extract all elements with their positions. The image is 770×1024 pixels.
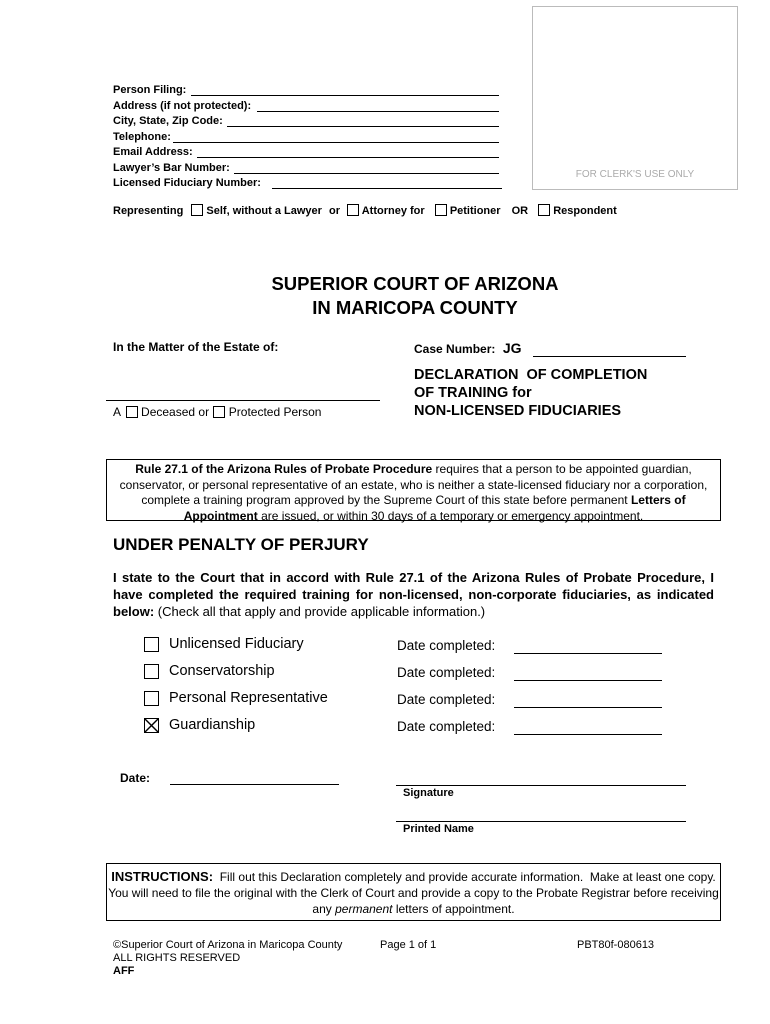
email-label: Email Address: xyxy=(113,146,193,158)
instructions-heading: INSTRUCTIONS: xyxy=(111,869,214,884)
conservatorship-checkbox[interactable] xyxy=(144,664,159,679)
respondent-checkbox[interactable] xyxy=(538,204,550,216)
filer-info xyxy=(113,83,503,193)
attorney-label: Attorney for xyxy=(361,205,425,217)
telephone-field[interactable] xyxy=(173,142,499,143)
rule-reference: Rule 27.1 of the Arizona Rules of Probate Procedure xyxy=(135,462,433,476)
signature-field[interactable] xyxy=(396,785,686,786)
telephone-label: Telephone: xyxy=(113,130,171,143)
representing-row xyxy=(113,204,617,217)
clerk-use-box xyxy=(532,6,738,190)
unlicensed-fiduciary-checkbox[interactable] xyxy=(144,637,159,652)
date-label: Date: xyxy=(120,771,151,785)
declaration-line-2: OF TRAINING for xyxy=(414,385,532,401)
date-field[interactable] xyxy=(170,784,339,785)
bar-number-label: Lawyer’s Bar Number: xyxy=(113,161,230,174)
instructions-box xyxy=(106,863,721,921)
footer-copyright: ©Superior Court of Arizona in Maricopa County xyxy=(113,939,343,951)
declaration-line-3: NON-LICENSED FIDUCIARIES xyxy=(414,403,622,419)
guardianship-label: Guardianship xyxy=(169,717,256,733)
petitioner-label: Petitioner xyxy=(449,205,501,217)
unlicensed-date-label: Date completed: xyxy=(397,638,496,653)
estate-name-field[interactable] xyxy=(106,400,380,401)
case-number-label: Case Number: xyxy=(414,342,496,356)
case-number-prefix: JG xyxy=(502,340,522,356)
instructions-text-2: letters of appointment. xyxy=(392,902,515,916)
statement xyxy=(113,569,714,620)
or-text-2: OR xyxy=(511,205,529,217)
person-filing-label: Person Filing: xyxy=(113,84,187,96)
printed-name-field[interactable] xyxy=(396,821,686,822)
fiduciary-number-field[interactable] xyxy=(272,188,502,189)
representing-label: Representing xyxy=(113,205,184,217)
conservatorship-date-label: Date completed: xyxy=(397,665,496,680)
unlicensed-fiduciary-label: Unlicensed Fiduciary xyxy=(169,636,304,652)
clerk-use-label: FOR CLERK'S USE ONLY xyxy=(575,169,695,180)
email-field[interactable] xyxy=(197,157,499,158)
letters-of-appointment: Letters of Appointment xyxy=(183,493,686,523)
guardianship-date-label: Date completed: xyxy=(397,719,496,734)
petitioner-checkbox[interactable] xyxy=(435,204,447,216)
deceased-checkbox[interactable] xyxy=(126,406,138,418)
instructions-text-1: Fill out this Declaration completely and provide accurate information. Make at least one copy. You will need to file the original with the Clerk of Court and provide a copy to the Probate Registrar before receiving any xyxy=(108,870,723,916)
footer-left xyxy=(113,939,342,978)
statement-bold: I state to the Court that in accord with Rule 27.1 of the Arizona Rules of Probate Procedure, I have completed the required training for non-licensed, non-corporate fiduciaries, as indicated below: xyxy=(113,570,714,619)
footer-code: AFF xyxy=(113,965,135,977)
city-label: City, State, Zip Code: xyxy=(113,115,223,127)
or-text: or xyxy=(329,205,341,217)
personal-representative-label: Personal Representative xyxy=(169,690,328,706)
protected-label: Protected Person xyxy=(228,405,322,419)
respondent-label: Respondent xyxy=(553,205,617,217)
signature-label: Signature xyxy=(403,787,454,799)
rule-text-1: requires that a person to be appointed guardian, conservator, or personal representative of an estate, who is neither a state-licensed fiduciary nor a corporation, complete a training program approved by the Supreme Court of this state before permanent xyxy=(119,462,708,508)
checkmark-x-icon xyxy=(145,719,158,732)
declaration-title xyxy=(414,366,647,420)
personal-representative-date-field[interactable] xyxy=(514,707,662,708)
declaration-line-1: DECLARATION OF COMPLETION xyxy=(414,367,648,383)
footer-page: Page 1 of 1 xyxy=(380,939,437,951)
court-line-2: IN MARICOPA COUNTY xyxy=(312,297,518,318)
self-checkbox[interactable] xyxy=(191,204,203,216)
estate-label: In the Matter of the Estate of: xyxy=(113,340,279,354)
city-field[interactable] xyxy=(227,126,499,127)
protected-checkbox[interactable] xyxy=(213,406,225,418)
personal-representative-date-label: Date completed: xyxy=(397,692,496,707)
rule-text-2: are issued, or within 30 days of a temporary or emergency appointment. xyxy=(257,508,644,523)
perjury-heading: UNDER PENALTY OF PERJURY xyxy=(113,535,369,554)
statement-note: (Check all that apply and provide applicable information.) xyxy=(154,604,486,619)
a-text: A xyxy=(113,405,121,419)
personal-representative-checkbox[interactable] xyxy=(144,691,159,706)
guardianship-checkbox[interactable] xyxy=(144,718,159,733)
fiduciary-number-label: Licensed Fiduciary Number: xyxy=(113,177,261,189)
conservatorship-label: Conservatorship xyxy=(169,663,275,679)
address-field[interactable] xyxy=(257,111,499,112)
deceased-label: Deceased or xyxy=(141,405,210,419)
bar-number-field[interactable] xyxy=(234,173,499,174)
person-filing-field[interactable] xyxy=(191,95,499,96)
case-number-row xyxy=(414,340,522,358)
address-label: Address (if not protected): xyxy=(113,99,252,112)
court-title xyxy=(0,272,770,320)
rule-notice-box xyxy=(106,459,721,521)
guardianship-date-field[interactable] xyxy=(514,734,662,735)
printed-name-label: Printed Name xyxy=(403,823,474,835)
instructions-permanent: permanent xyxy=(335,902,393,916)
footer-form-id: PBT80f-080613 xyxy=(577,939,655,951)
unlicensed-date-field[interactable] xyxy=(514,653,662,654)
case-number-field[interactable] xyxy=(533,356,686,357)
self-label: Self, without a Lawyer xyxy=(206,205,322,217)
court-line-1: SUPERIOR COURT OF ARIZONA xyxy=(271,273,559,294)
attorney-checkbox[interactable] xyxy=(347,204,359,216)
person-type-row xyxy=(113,405,321,419)
conservatorship-date-field[interactable] xyxy=(514,680,662,681)
footer-rights: ALL RIGHTS RESERVED xyxy=(113,952,241,964)
